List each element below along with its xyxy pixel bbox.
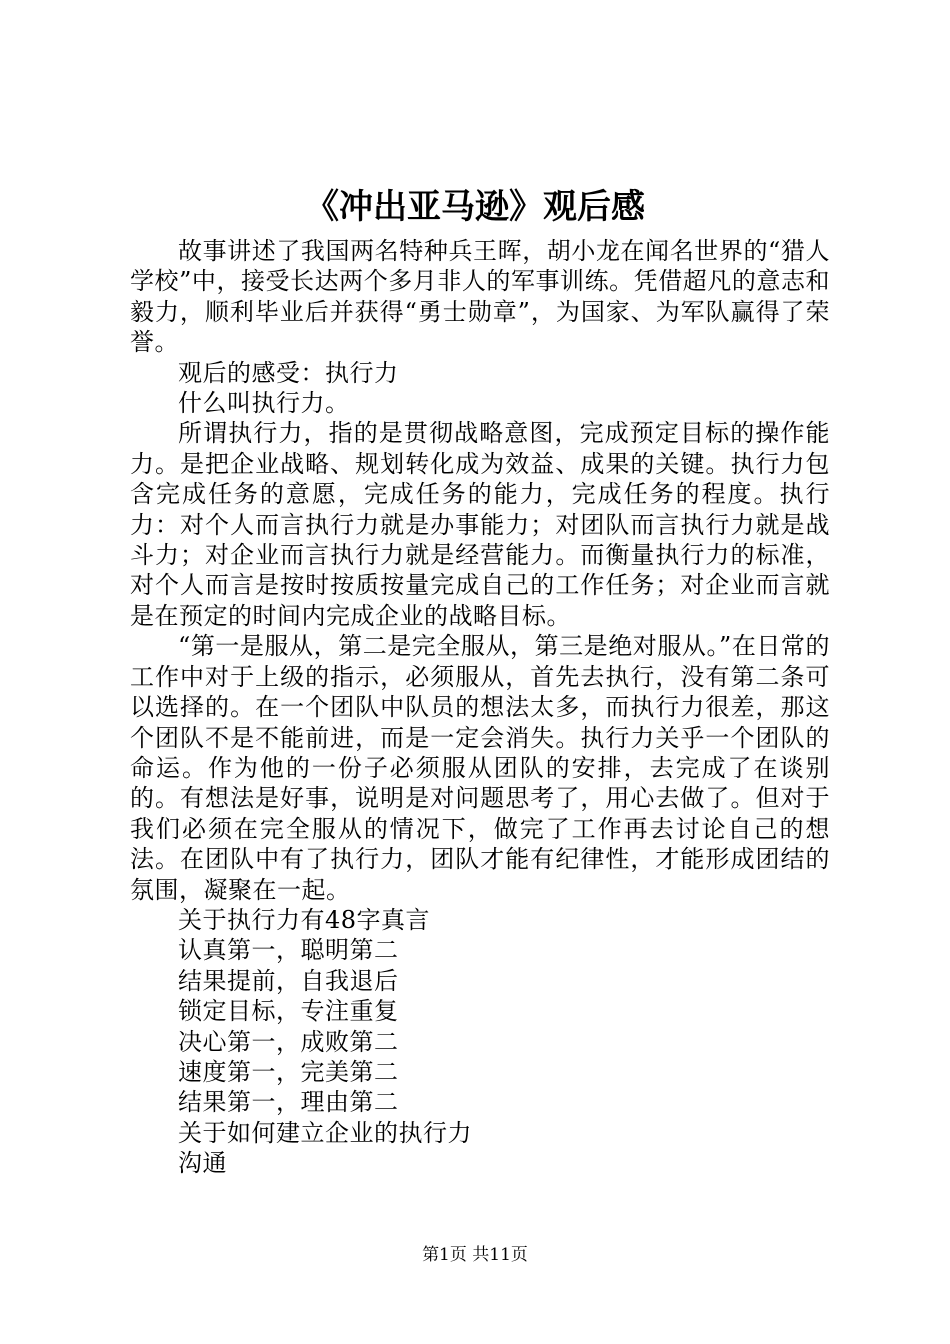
paragraph-definition: 所谓执行力，指的是贯彻战略意图，完成预定目标的操作能力。是把企业战略、规划转化成为效益、成果的关键。执行力包含完成任务的意愿，完成任务的能力，完成任务的程度。执行力：对个人而言执行力就是办事能力；对团队而言执行力就是战斗力；对企业而言执行力就是经营能力。而衡量执行力的标准，对个人而言是按时按质按量完成自己的工作任务；对企业而言就是在预定的时间内完成企业的战略目标。	[130, 419, 830, 630]
document-title: 《冲出亚马逊》观后感	[305, 187, 645, 227]
paragraph-intro: 故事讲述了我国两名特种兵王晖，胡小龙在闻名世界的“猎人学校”中，接受长达两个多月非人的军事训练。凭借超凡的意志和毅力，顺利毕业后并获得“勇士勋章”，为国家、为军队赢得了荣誉。	[130, 237, 830, 357]
motto-line: 决心第一，成败第二	[178, 1027, 399, 1056]
motto-line: 速度第一，完美第二	[178, 1057, 399, 1086]
paragraph-communication: 沟通	[178, 1149, 227, 1178]
paragraph-section-heading: 关于如何建立企业的执行力	[178, 1118, 472, 1147]
paragraph-motto-heading: 关于执行力有48字真言	[178, 905, 431, 934]
page-number: 第1页 共11页	[422, 1245, 528, 1265]
document-body	[130, 236, 830, 1179]
paragraph-feeling: 观后的感受：执行力	[178, 358, 399, 387]
motto-line: 结果提前，自我退后	[178, 966, 399, 995]
motto-line: 结果第一，理由第二	[178, 1088, 399, 1117]
paragraph-obedience: “第一是服从，第二是完全服从，第三是绝对服从。”在日常的工作中对于上级的指示，必须服从，首先去执行，没有第二条可以选择的。在一个团队中队员的想法太多，而执行力很差，那这个团队不是不能前进，而是一定会消失。执行力关乎一个团队的命运。作为他的一份子必须服从团队的安排，去完成了在谈别的。有想法是好事，说明是对问题思考了，用心去做了。但对于我们必须在完全服从的情况下，做完了工作再去讨论自己的想法。在团队中有了执行力，团队才能有纪律性，才能形成团结的氛围，凝聚在一起。	[130, 632, 830, 904]
paragraph-question: 什么叫执行力。	[178, 389, 350, 418]
motto-line: 认真第一，聪明第二	[178, 936, 399, 965]
motto-line: 锁定目标，专注重复	[178, 997, 399, 1026]
